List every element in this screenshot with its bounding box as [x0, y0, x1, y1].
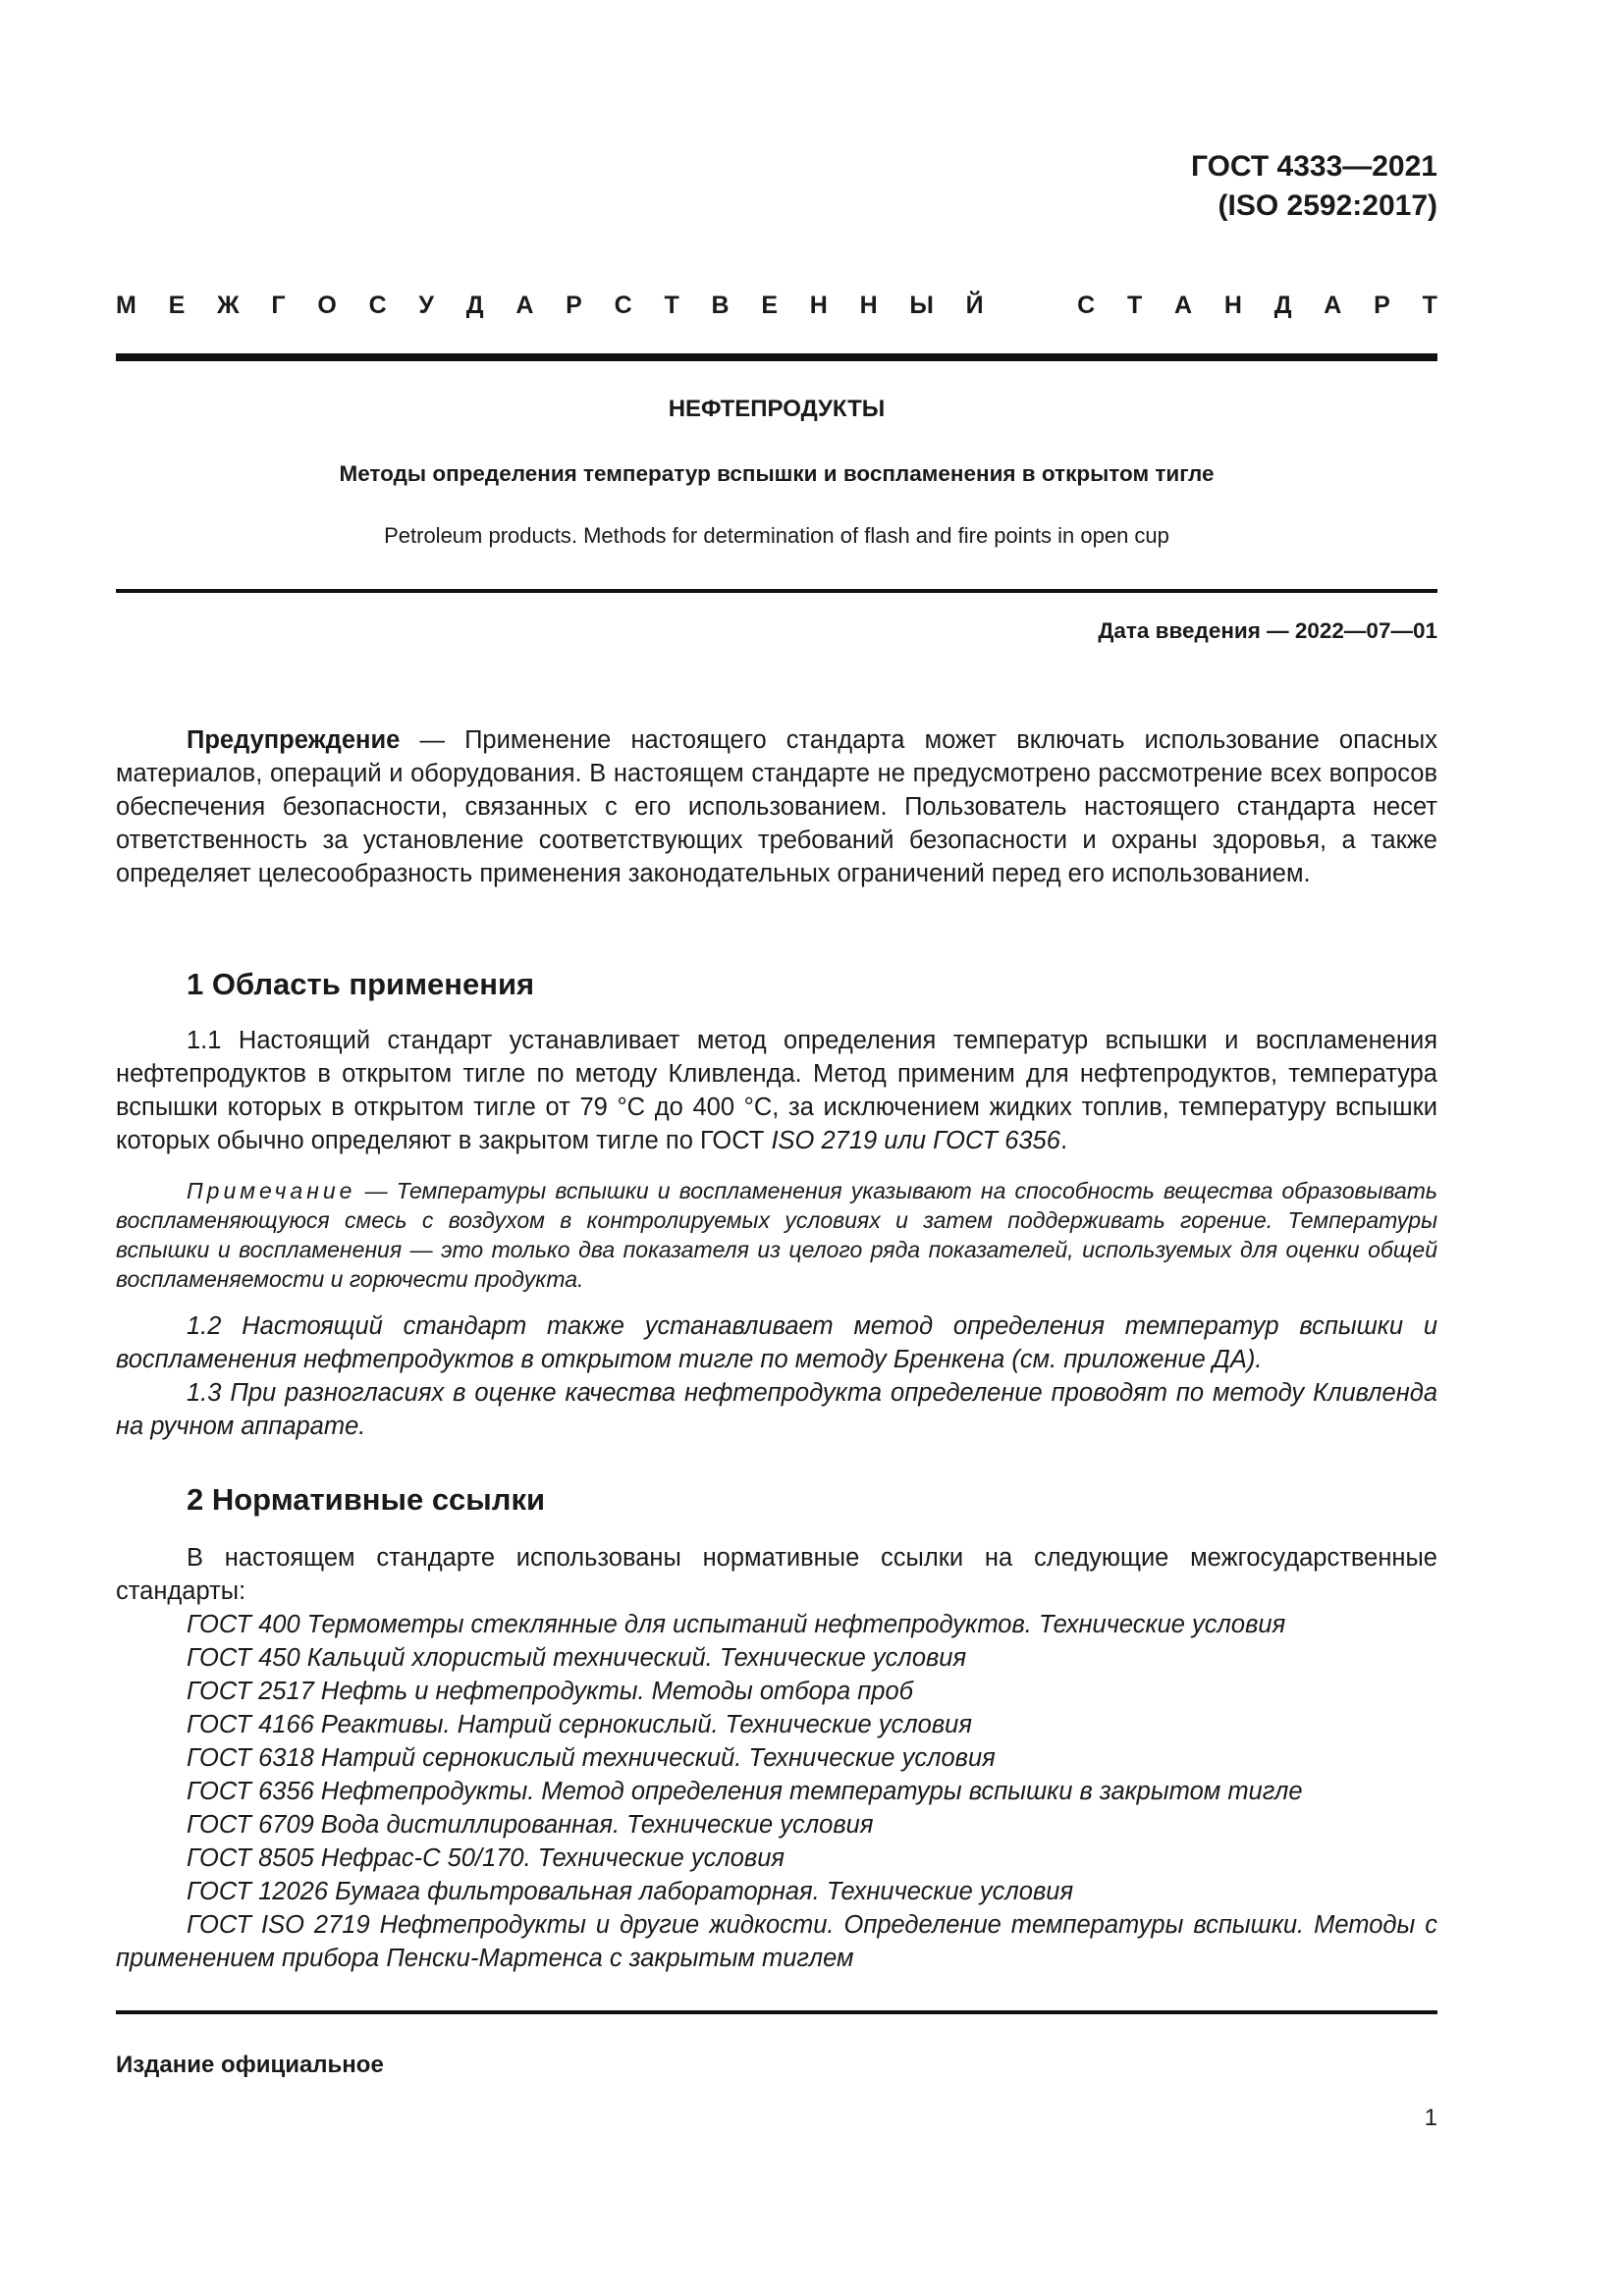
category-letter: Е — [168, 292, 186, 319]
methods-title: Методы определения температур вспышки и воспламенения в открытом тигле — [339, 461, 1215, 486]
category-letter: С — [368, 292, 387, 319]
note-text: — Температуры вспышки и воспламенения указывают на способность вещества образовывать воспламеняющуюся смесь с воздухом в контролируемых условиях и затем поддерживать горение. Температуры вспышки и воспламенения — это только два показателя из целого ряда показателей, используемых для оценки общей воспламеняемости и горючести продукта. — [116, 1178, 1437, 1292]
note-label: Примечание — [187, 1178, 356, 1203]
warning-paragraph — [116, 723, 1437, 890]
category-letter: С — [1077, 292, 1096, 319]
category-letter: М — [116, 292, 136, 319]
category-letter: Ж — [217, 292, 240, 319]
category-letter: О — [317, 292, 337, 319]
paragraph-1-1-text: 1.1 Настоящий стандарт устанавливает метод определения температур вспышки и воспламенения нефтепродуктов в открытом тигле по методу Кливленда. Метод применим для нефтепродуктов, температура вспышки которых в открытом тигле от 79 °С до 400 °С, за исключением жидких топлив, температуру вспышки которых обычно определяют в закрытом тигле по ГОСТ — [116, 1027, 1437, 1154]
category-letter: Н — [859, 292, 878, 319]
category-letter: Р — [1374, 292, 1390, 319]
paragraph-1-1 — [116, 1024, 1437, 1157]
category-letter: Т — [664, 292, 679, 319]
paragraph-1-2-1-3 — [116, 1309, 1437, 1443]
category-letter: А — [1174, 292, 1193, 319]
reference-list — [116, 1608, 1437, 1975]
section-1-heading: 1 Область применения — [187, 967, 535, 1001]
document-page — [116, 0, 1437, 2296]
category-letter: С — [614, 292, 632, 319]
category-letter: У — [418, 292, 434, 319]
standard-number-block — [1191, 147, 1437, 226]
warning-label: Предупреждение — [187, 726, 401, 754]
category-letter: Г — [271, 292, 286, 319]
section-2-intro — [116, 1541, 1437, 1608]
reference-item: ГОСТ 400 Термометры стеклянные для испытаний нефтепродуктов. Технические условия — [187, 1611, 1286, 1638]
header-rule — [116, 353, 1437, 361]
category-letter: В — [711, 292, 730, 319]
paragraph-1-1-italic: ISO 2719 или ГОСТ 6356 — [771, 1127, 1060, 1154]
reference-item: ГОСТ 6709 Вода дистиллированная. Технические условия — [187, 1811, 874, 1839]
product-title: НЕФТЕПРОДУКТЫ — [668, 396, 886, 422]
category-header — [116, 292, 1437, 327]
paragraph-1-1-end: . — [1059, 1127, 1068, 1154]
category-letter: А — [1324, 292, 1342, 319]
iso-number: (ISO 2592:2017) — [1218, 189, 1437, 222]
page-number: 1 — [1424, 2105, 1437, 2131]
note-paragraph — [116, 1176, 1437, 1294]
paragraph-1-2: 1.2 Настоящий стандарт также устанавливает метод определения температур вспышки и воспламенения нефтепродуктов в открытом тигле по методу Бренкена (см. приложение ДА). — [116, 1312, 1437, 1373]
category-letter: Н — [1223, 292, 1242, 319]
reference-item: ГОСТ 8505 Нефрас-С 50/170. Технические условия — [187, 1844, 785, 1872]
edition-label: Издание официальное — [116, 2052, 384, 2078]
reference-item: ГОСТ 2517 Нефть и нефтепродукты. Методы отбора проб — [187, 1678, 913, 1705]
category-letter: Д — [465, 292, 484, 319]
category-letter: Е — [761, 292, 778, 319]
category-letter: Й — [965, 292, 984, 319]
introduction-date: Дата введения — 2022—07—01 — [1098, 618, 1437, 643]
warning-text: — Применение настоящего стандарта может включать использование опасных материалов, операций и оборудования. В настоящем стандарте не предусмотрено рассмотрение всех вопросов обеспечения безопасности, связанных с его использованием. Пользователь настоящего стандарта несет ответственность за установление соответствующих требований безопасности и охраны здоровья, а также определяет целесообразность применения законодательных ограничений перед его использованием. — [116, 726, 1437, 887]
standard-number: ГОСТ 4333—2021 — [1190, 150, 1437, 183]
category-letter: Ы — [909, 292, 934, 319]
category-letter: Т — [1127, 292, 1143, 319]
reference-item: ГОСТ 12026 Бумага фильтровальная лабораторная. Технические условия — [187, 1878, 1074, 1905]
category-letter: Т — [1422, 292, 1437, 319]
reference-item: ГОСТ 6318 Натрий сернокислый технический. Технические условия — [187, 1744, 996, 1772]
section-2-heading: 2 Нормативные ссылки — [187, 1482, 546, 1517]
category-letter: Н — [809, 292, 828, 319]
reference-item: ГОСТ 6356 Нефтепродукты. Метод определения температуры вспышки в закрытом тигле — [187, 1778, 1303, 1805]
footer-rule — [116, 2010, 1437, 2014]
reference-item: ГОСТ 4166 Реактивы. Натрий сернокислый. Технические условия — [187, 1711, 972, 1738]
title-rule — [116, 589, 1437, 593]
word-gap — [1015, 292, 1045, 327]
reference-item: ГОСТ ISO 2719 Нефтепродукты и другие жидкости. Определение температуры вспышки. Методы с применением прибора Пенски-Мартенса с закрытым тиглем — [116, 1911, 1437, 1972]
category-letter: Р — [566, 292, 582, 319]
reference-item: ГОСТ 450 Кальций хлористый технический. Технические условия — [187, 1644, 967, 1672]
category-letter: А — [515, 292, 534, 319]
paragraph-1-3: 1.3 При разногласиях в оценке качества нефтепродукта определение проводят по методу Кливленда на ручном аппарате. — [116, 1379, 1437, 1440]
english-title: Petroleum products. Methods for determination of flash and fire points in open cup — [384, 523, 1169, 548]
section-2-intro-text: В настоящем стандарте использованы нормативные ссылки на следующие межгосударственные стандарты: — [116, 1544, 1437, 1605]
category-letter: Д — [1273, 292, 1292, 319]
